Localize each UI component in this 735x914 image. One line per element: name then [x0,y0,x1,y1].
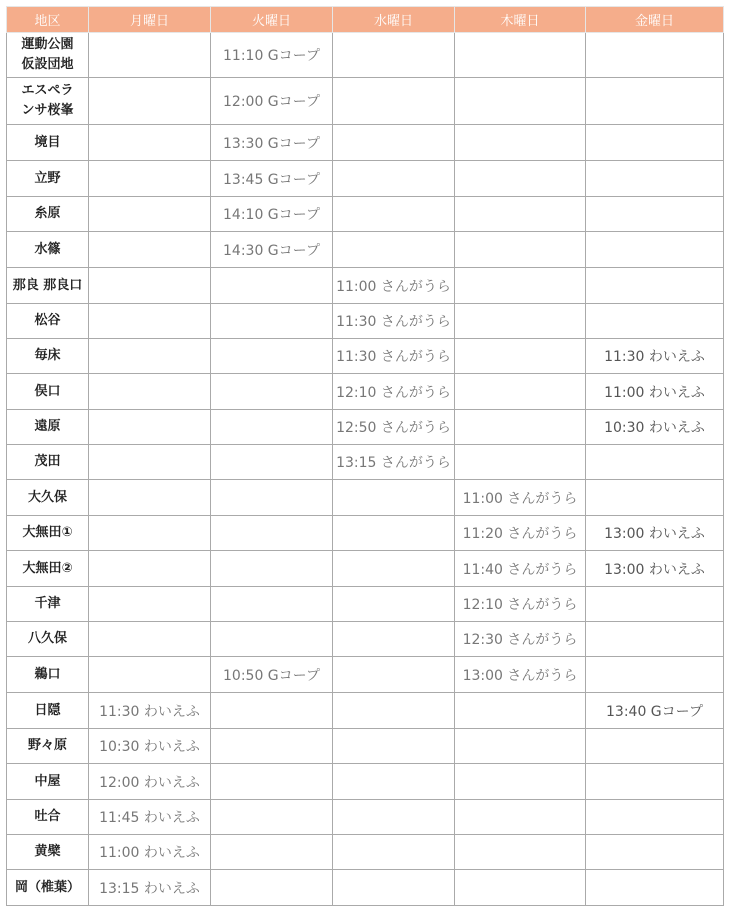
table-row [7,657,724,693]
schedule-cell-fri: 11:30 わいえふ [586,339,724,374]
schedule-cell-fri [586,764,724,800]
schedule-cell-thu [455,125,586,161]
schedule-cell-wed [333,764,455,800]
schedule-cell-thu [455,232,586,268]
table-row [7,339,724,374]
table-row [7,480,724,516]
table-row [7,125,724,161]
schedule-cell-tue [211,800,333,835]
schedule-cell-mon [89,197,211,232]
schedule-cell-wed [333,33,455,78]
schedule-cell-fri [586,480,724,516]
area-name: 俣口 [7,374,89,410]
schedule-cell-thu: 11:40 さんがうら [455,551,586,587]
schedule-cell-tue [211,551,333,587]
schedule-cell-mon [89,480,211,516]
header-thursday: 木曜日 [455,7,586,33]
schedule-cell-fri [586,232,724,268]
schedule-cell-wed [333,197,455,232]
schedule-cell-fri [586,78,724,125]
schedule-body [7,33,724,906]
area-name: 中屋 [7,764,89,800]
schedule-cell-tue [211,587,333,622]
schedule-cell-tue: 14:10 Gコープ [211,197,333,232]
schedule-cell-tue [211,870,333,906]
schedule-cell-mon: 13:15 わいえふ [89,870,211,906]
schedule-cell-tue [211,480,333,516]
schedule-cell-tue [211,516,333,551]
table-row [7,587,724,622]
schedule-cell-fri [586,445,724,480]
schedule-cell-fri [586,835,724,870]
header-tuesday: 火曜日 [211,7,333,33]
header-monday: 月曜日 [89,7,211,33]
table-row [7,232,724,268]
schedule-cell-tue: 10:50 Gコープ [211,657,333,693]
schedule-cell-thu [455,339,586,374]
table-row [7,622,724,657]
schedule-cell-mon [89,304,211,339]
schedule-cell-tue [211,339,333,374]
schedule-cell-mon [89,657,211,693]
table-row [7,693,724,729]
area-name: 大無田① [7,516,89,551]
area-name: 黄檗 [7,835,89,870]
schedule-cell-mon [89,125,211,161]
schedule-cell-wed [333,657,455,693]
schedule-cell-mon [89,516,211,551]
schedule-cell-tue [211,374,333,410]
area-name: 毎床 [7,339,89,374]
area-name: 岡（椎葉） [7,870,89,906]
area-name: 吐合 [7,800,89,835]
schedule-cell-tue [211,835,333,870]
schedule-cell-fri: 13:40 Gコープ [586,693,724,729]
schedule-cell-tue [211,693,333,729]
area-name: 茂田 [7,445,89,480]
schedule-cell-thu [455,268,586,304]
schedule-cell-thu [455,410,586,445]
header-friday: 金曜日 [586,7,724,33]
schedule-cell-wed [333,622,455,657]
table-row [7,445,724,480]
schedule-cell-tue [211,304,333,339]
schedule-cell-thu [455,33,586,78]
schedule-cell-tue: 12:00 Gコープ [211,78,333,125]
schedule-cell-thu: 11:20 さんがうら [455,516,586,551]
schedule-cell-wed [333,800,455,835]
table-row [7,268,724,304]
table-row [7,764,724,800]
area-name: 糸原 [7,197,89,232]
schedule-cell-fri: 13:00 わいえふ [586,516,724,551]
header-wednesday: 水曜日 [333,7,455,33]
schedule-cell-wed [333,516,455,551]
area-name: 那良 那良口 [7,268,89,304]
schedule-cell-thu: 12:10 さんがうら [455,587,586,622]
area-name: 大無田② [7,551,89,587]
header-area: 地区 [7,7,89,33]
schedule-table [6,6,724,906]
schedule-cell-thu [455,693,586,729]
schedule-cell-fri [586,161,724,197]
schedule-cell-wed [333,693,455,729]
schedule-cell-wed: 11:30 さんがうら [333,304,455,339]
table-row [7,835,724,870]
area-name: 運動公園 仮設団地 [7,33,89,78]
schedule-cell-tue: 13:30 Gコープ [211,125,333,161]
schedule-cell-mon: 10:30 わいえふ [89,729,211,764]
area-name: 鵜口 [7,657,89,693]
schedule-cell-fri [586,304,724,339]
schedule-cell-wed [333,232,455,268]
table-row [7,800,724,835]
schedule-cell-tue [211,622,333,657]
schedule-cell-wed: 11:00 さんがうら [333,268,455,304]
schedule-cell-fri [586,197,724,232]
schedule-cell-fri [586,125,724,161]
schedule-cell-thu [455,161,586,197]
schedule-cell-fri [586,800,724,835]
schedule-cell-thu: 11:00 さんがうら [455,480,586,516]
schedule-cell-fri [586,870,724,906]
schedule-cell-fri [586,587,724,622]
schedule-cell-mon [89,551,211,587]
schedule-cell-mon [89,622,211,657]
schedule-cell-thu [455,764,586,800]
schedule-cell-thu [455,729,586,764]
schedule-cell-thu [455,78,586,125]
table-row [7,410,724,445]
table-row [7,161,724,197]
schedule-cell-tue: 13:45 Gコープ [211,161,333,197]
area-name: 境目 [7,125,89,161]
table-row [7,78,724,125]
table-row [7,729,724,764]
schedule-cell-thu [455,197,586,232]
schedule-cell-wed [333,551,455,587]
schedule-cell-mon: 11:00 わいえふ [89,835,211,870]
area-name: 日隠 [7,693,89,729]
schedule-cell-fri [586,33,724,78]
schedule-cell-tue [211,268,333,304]
schedule-cell-fri: 13:00 わいえふ [586,551,724,587]
schedule-cell-wed [333,587,455,622]
schedule-cell-mon: 11:30 わいえふ [89,693,211,729]
schedule-header [7,7,724,33]
area-name: 立野 [7,161,89,197]
area-name: 水篠 [7,232,89,268]
schedule-cell-tue: 14:30 Gコープ [211,232,333,268]
schedule-cell-mon [89,232,211,268]
table-row [7,516,724,551]
schedule-cell-tue [211,445,333,480]
schedule-cell-fri: 10:30 わいえふ [586,410,724,445]
schedule-cell-thu [455,374,586,410]
area-name: 松谷 [7,304,89,339]
schedule-cell-tue [211,729,333,764]
schedule-cell-wed [333,78,455,125]
schedule-cell-thu [455,304,586,339]
schedule-cell-mon [89,33,211,78]
schedule-cell-mon [89,445,211,480]
schedule-cell-mon: 11:45 わいえふ [89,800,211,835]
table-row [7,197,724,232]
area-name: 大久保 [7,480,89,516]
area-name: 遠原 [7,410,89,445]
area-name: 千津 [7,587,89,622]
schedule-cell-fri [586,657,724,693]
table-row [7,870,724,906]
schedule-cell-mon [89,410,211,445]
schedule-cell-wed [333,125,455,161]
table-row [7,304,724,339]
schedule-cell-tue [211,410,333,445]
schedule-cell-wed: 12:50 さんがうら [333,410,455,445]
schedule-cell-mon: 12:00 わいえふ [89,764,211,800]
schedule-cell-mon [89,587,211,622]
schedule-cell-wed [333,870,455,906]
schedule-cell-wed [333,480,455,516]
schedule-cell-wed: 11:30 さんがうら [333,339,455,374]
schedule-cell-thu: 13:00 さんがうら [455,657,586,693]
schedule-cell-wed: 12:10 さんがうら [333,374,455,410]
schedule-cell-mon [89,78,211,125]
schedule-cell-wed [333,729,455,764]
schedule-cell-thu [455,800,586,835]
schedule-cell-fri [586,729,724,764]
schedule-cell-mon [89,161,211,197]
schedule-cell-thu [455,870,586,906]
schedule-cell-mon [89,268,211,304]
schedule-cell-mon [89,374,211,410]
area-name: エスペラ ンサ桜峯 [7,78,89,125]
area-name: 野々原 [7,729,89,764]
schedule-cell-tue [211,764,333,800]
schedule-cell-mon [89,339,211,374]
schedule-cell-thu [455,445,586,480]
schedule-cell-wed [333,835,455,870]
schedule-cell-wed [333,161,455,197]
area-name: 八久保 [7,622,89,657]
table-row [7,374,724,410]
schedule-cell-fri [586,268,724,304]
schedule-cell-thu: 12:30 さんがうら [455,622,586,657]
table-row [7,551,724,587]
table-row [7,33,724,78]
header-row [7,7,724,33]
schedule-cell-tue: 11:10 Gコープ [211,33,333,78]
schedule-cell-wed: 13:15 さんがうら [333,445,455,480]
schedule-cell-fri [586,622,724,657]
schedule-cell-thu [455,835,586,870]
schedule-cell-fri: 11:00 わいえふ [586,374,724,410]
